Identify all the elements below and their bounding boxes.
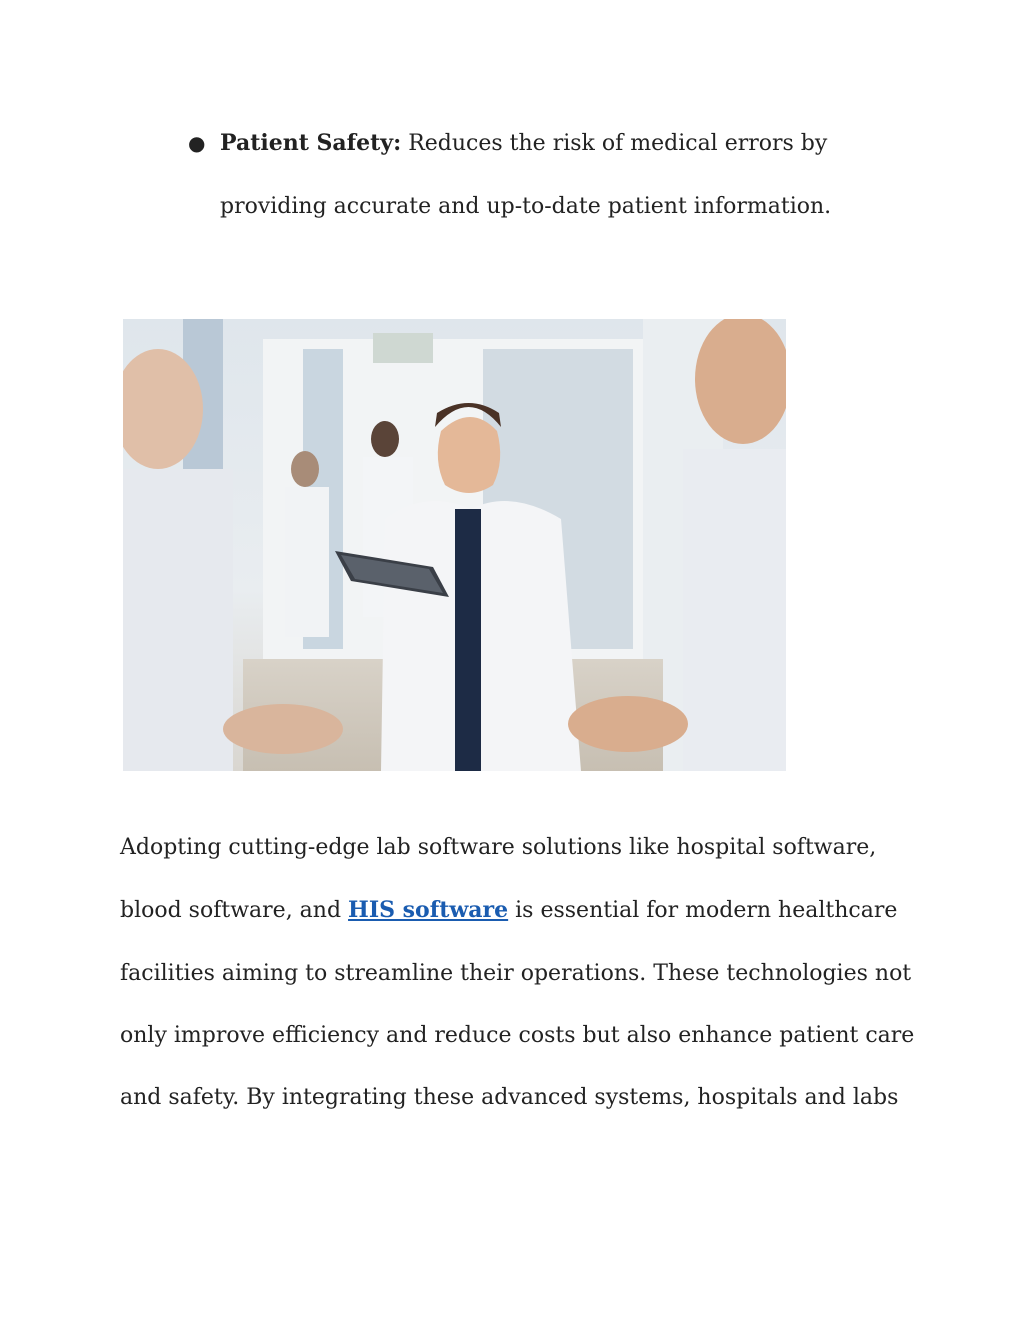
bullet-text-line2: providing accurate and up-to-date patient information. <box>220 194 832 219</box>
bullet-list <box>188 112 888 238</box>
paragraph-line2-before: blood software, and <box>120 898 349 924</box>
paragraph-line5: and safety. By integrating these advanced systems, hospitals and labs <box>120 1085 899 1111</box>
doctors-photo <box>123 319 786 771</box>
bullet-dot-icon: ● <box>188 131 206 155</box>
paragraph-line4: only improve efficiency and reduce costs but also enhance patient care <box>120 1022 915 1048</box>
bullet-text-line1: Reduces the risk of medical errors by <box>401 131 828 156</box>
bullet-title: Patient Safety: <box>220 130 402 156</box>
paragraph-line2-after: is essential for modern healthcare <box>508 898 898 924</box>
bullet-item-patient-safety <box>188 112 888 238</box>
body-paragraph <box>120 817 920 1129</box>
paragraph-line3: facilities aiming to streamline their operations. These technologies not <box>120 960 912 986</box>
his-software-link[interactable]: HIS software <box>348 897 509 924</box>
paragraph-line1: Adopting cutting-edge lab software solutions like hospital software, <box>120 835 877 860</box>
